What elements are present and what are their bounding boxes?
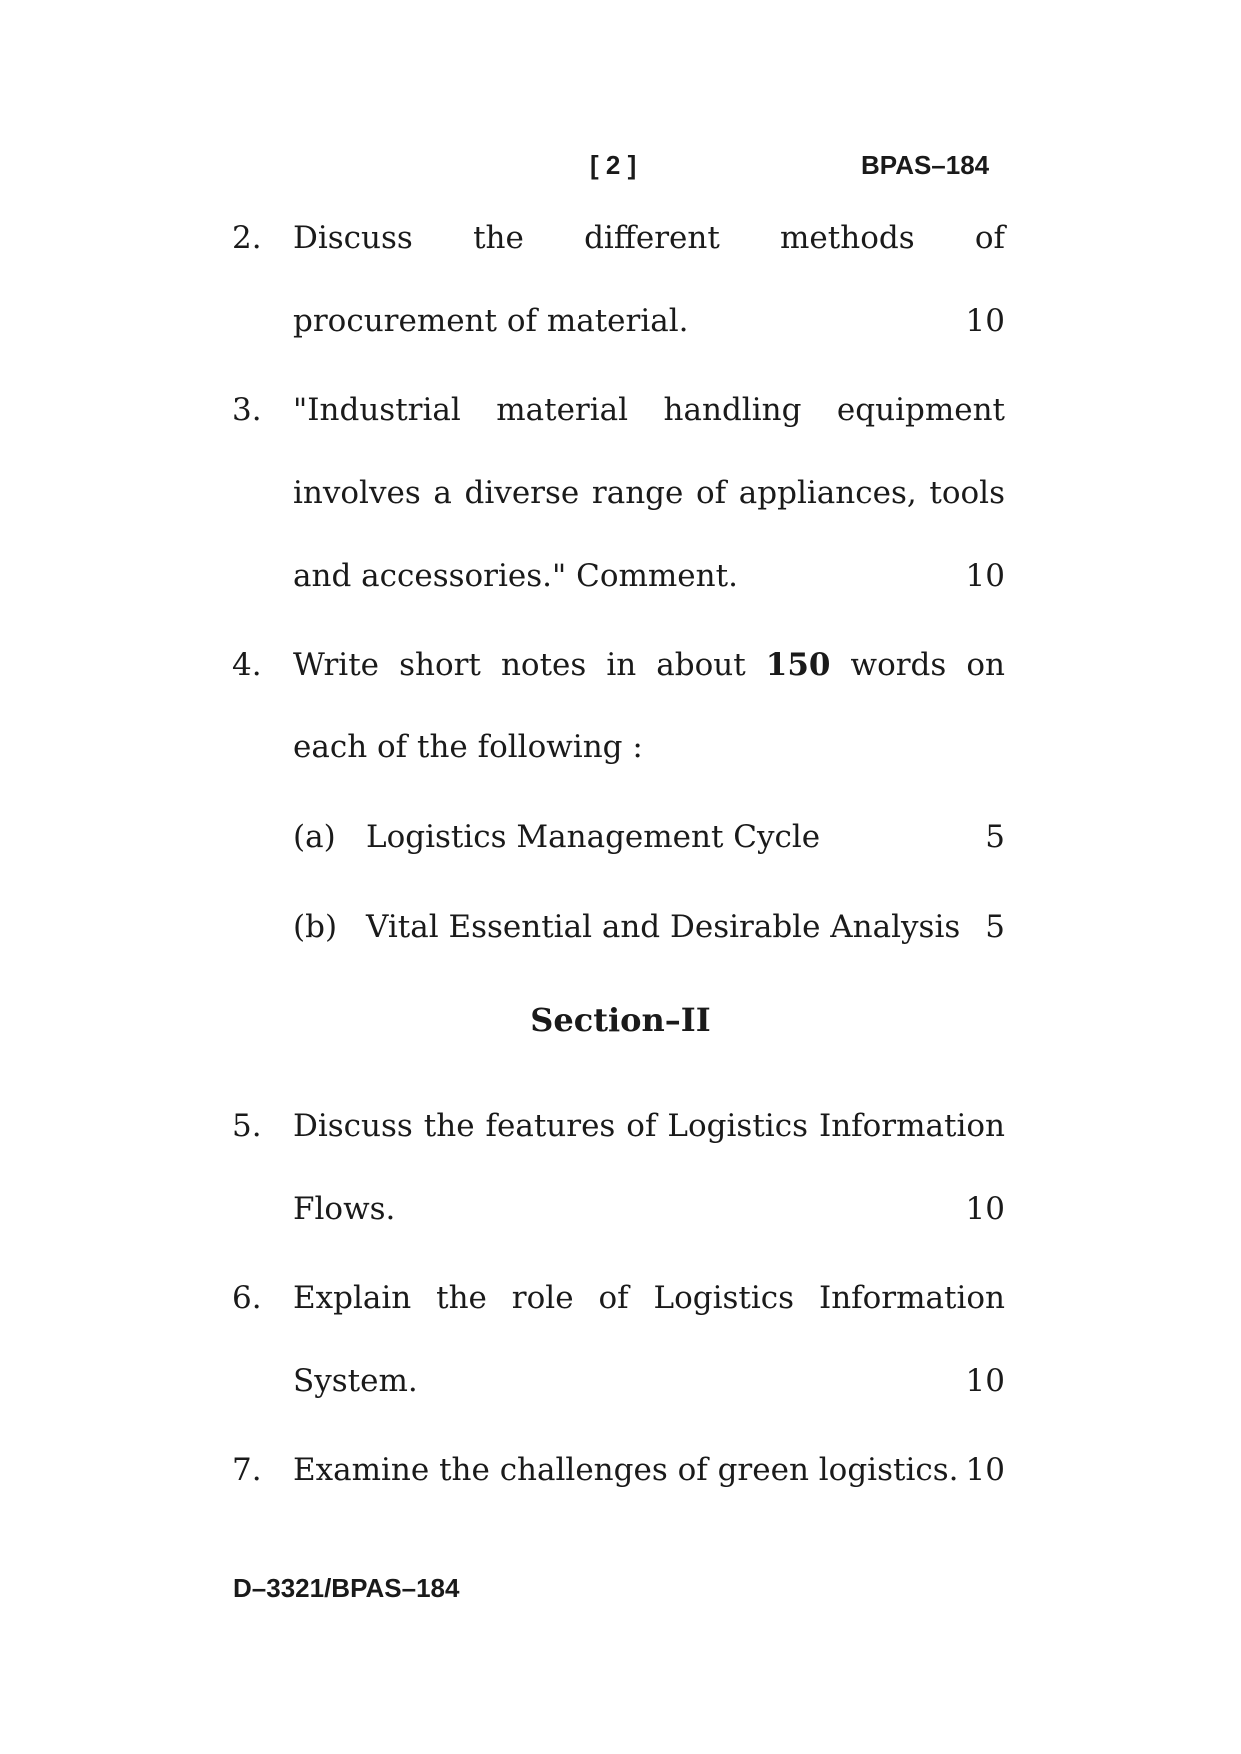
paper-code: BPAS–184 [861,150,990,180]
question-6-marks: 10 [965,1363,1005,1399]
question-5-text-line-2: Flows. [293,1191,396,1227]
question-2-text-line-1: Discuss the different methods of [293,220,1005,256]
page-number: [ 2 ] [590,150,637,180]
subquestion-a-text: Logistics Management Cycle [366,819,821,855]
question-3-text-line-1: "Industrial material handling equipment [293,392,1005,428]
question-2-text-line-2: procurement of material. [293,303,689,339]
subquestion-b-letter: (b) [293,909,338,945]
question-4-text-pre: Write short notes in about [293,647,766,683]
question-3-number: 3. [232,392,262,428]
subquestion-b-marks: 5 [985,909,1005,945]
question-5-number: 5. [232,1108,262,1144]
question-6-text-line-1: Explain the role of Logistics Information [293,1280,1005,1316]
question-7-marks: 10 [965,1452,1005,1488]
section-heading: Section–II [530,1001,711,1039]
question-3-marks: 10 [965,558,1005,594]
question-2-number: 2. [232,220,262,256]
word-count: 150 [765,647,831,683]
question-5-text-line-1: Discuss the features of Logistics Information [293,1108,1005,1144]
question-6-text-line-2: System. [293,1363,418,1399]
question-7-text: Examine the challenges of green logistics. [293,1452,959,1488]
subquestion-b-text: Vital Essential and Desirable Analysis [366,909,961,945]
question-3-text-line-2: involves a diverse range of appliances, tools [293,475,1005,511]
question-3-text-line-3: and accessories." Comment. [293,558,738,594]
question-6-number: 6. [232,1280,262,1316]
question-2-marks: 10 [965,303,1005,339]
question-4-text-line-1 [293,645,1005,685]
question-7-number: 7. [232,1452,262,1488]
question-5-marks: 10 [965,1191,1005,1227]
subquestion-a-letter: (a) [293,819,336,855]
question-4-text-post: words on [830,647,1006,683]
question-4-number: 4. [232,647,262,683]
footer-code: D–3321/BPAS–184 [233,1573,460,1603]
question-4-text-line-2: each of the following : [293,729,643,765]
subquestion-a-marks: 5 [985,819,1005,855]
